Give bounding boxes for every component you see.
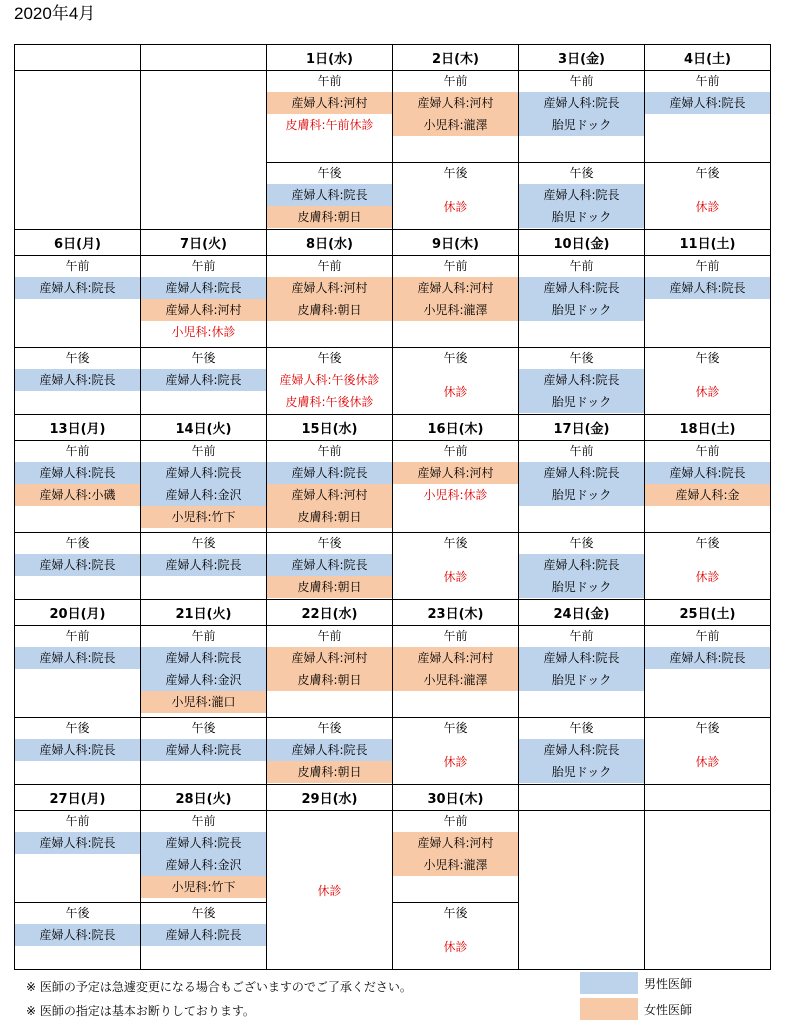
afternoon-section xyxy=(519,532,644,599)
afternoon-section xyxy=(393,347,518,414)
legend-label: 女性医師 xyxy=(644,1002,693,1017)
morning-label: 午前 xyxy=(443,74,468,88)
doctor-entry: 産婦人科:院長 xyxy=(645,277,770,299)
day-block xyxy=(519,256,644,414)
day-cell xyxy=(393,811,519,970)
date-header: 1日(水) xyxy=(267,45,393,71)
doctor-entry: 産婦人科:院長 xyxy=(15,554,140,576)
doctor-entry: 胎児ドック xyxy=(519,299,644,321)
afternoon-section xyxy=(267,532,392,599)
morning-section xyxy=(15,441,140,532)
morning-section xyxy=(393,71,518,162)
doctor-entry: 産婦人科:河村 xyxy=(141,299,266,321)
doctor-entry: 産婦人科:院長 xyxy=(141,739,266,761)
doctor-entry: 産婦人科:金沢 xyxy=(141,484,266,506)
schedule-row xyxy=(15,441,771,600)
day-block xyxy=(15,626,140,784)
afternoon-label: 午後 xyxy=(443,536,468,550)
afternoon-label: 午後 xyxy=(569,166,594,180)
day-block xyxy=(141,441,266,599)
doctor-entry: 産婦人科:院長 xyxy=(519,647,644,669)
morning-label: 午前 xyxy=(569,74,594,88)
doctor-entry: 産婦人科:院長 xyxy=(141,924,266,946)
schedule-row xyxy=(15,71,771,230)
day-cell xyxy=(645,71,771,230)
doctor-entry: 産婦人科:河村 xyxy=(393,647,518,669)
doctor-entry: 産婦人科:院長 xyxy=(15,277,140,299)
doctor-entry: 産婦人科:院長 xyxy=(267,462,392,484)
doctor-entry: 産婦人科:午後休診 xyxy=(279,373,380,387)
doctor-entry: 産婦人科:院長 xyxy=(15,739,140,761)
doctor-entry: 産婦人科:院長 xyxy=(519,554,644,576)
date-header: 14日(火) xyxy=(141,415,267,441)
date-header-row xyxy=(15,230,771,256)
doctor-entry: 産婦人科:院長 xyxy=(519,739,644,761)
day-block xyxy=(267,256,392,414)
afternoon-label: 午後 xyxy=(65,906,90,920)
day-cell xyxy=(267,626,393,785)
schedule-row xyxy=(15,256,771,415)
afternoon-section xyxy=(645,717,770,784)
day-cell xyxy=(267,71,393,230)
doctor-entry: 産婦人科:院長 xyxy=(267,554,392,576)
date-header xyxy=(519,785,645,811)
afternoon-label: 午後 xyxy=(317,536,342,550)
morning-section xyxy=(267,256,392,347)
doctor-entry: 産婦人科:院長 xyxy=(645,92,770,114)
doctor-entry: 産婦人科:院長 xyxy=(141,462,266,484)
day-cell xyxy=(267,811,393,970)
closed-label: 休診 xyxy=(695,755,720,769)
doctor-entry: 小児科:竹下 xyxy=(141,876,266,898)
morning-label: 午前 xyxy=(191,814,216,828)
afternoon-label: 午後 xyxy=(695,721,720,735)
afternoon-section xyxy=(15,532,140,599)
day-cell xyxy=(645,626,771,785)
doctor-entry: 産婦人科:院長 xyxy=(645,647,770,669)
day-block xyxy=(15,811,140,969)
morning-label: 午前 xyxy=(191,444,216,458)
doctor-entry: 産婦人科:河村 xyxy=(393,92,518,114)
morning-label: 午前 xyxy=(65,629,90,643)
date-header: 8日(水) xyxy=(267,230,393,256)
legend xyxy=(580,970,692,1022)
doctor-entry: 小児科:瀧澤 xyxy=(393,114,518,136)
afternoon-section xyxy=(141,902,266,969)
closed-label: 休診 xyxy=(695,385,720,399)
doctor-entry: 小児科:瀧澤 xyxy=(393,669,518,691)
morning-section xyxy=(141,811,266,902)
day-block xyxy=(519,441,644,599)
doctor-entry: 産婦人科:院長 xyxy=(519,184,644,206)
doctor-entry: 産婦人科:河村 xyxy=(393,277,518,299)
legend-label: 男性医師 xyxy=(644,976,693,991)
day-cell xyxy=(645,441,771,600)
legend-row-female xyxy=(580,996,692,1022)
schedule-row xyxy=(15,811,771,970)
day-cell xyxy=(519,811,645,970)
doctor-entry: 小児科:瀧口 xyxy=(141,691,266,713)
afternoon-label: 午後 xyxy=(191,906,216,920)
afternoon-section xyxy=(393,532,518,599)
doctor-entry: 胎児ドック xyxy=(519,114,644,136)
closed-label: 休診 xyxy=(443,385,468,399)
doctor-entry: 産婦人科:河村 xyxy=(393,462,518,484)
day-block xyxy=(645,441,770,599)
morning-label: 午前 xyxy=(695,444,720,458)
doctor-entry: 皮膚科:朝日 xyxy=(267,669,392,691)
doctor-entry: 胎児ドック xyxy=(519,391,644,413)
doctor-entry: 胎児ドック xyxy=(519,576,644,598)
afternoon-section xyxy=(15,347,140,414)
date-header: 4日(土) xyxy=(645,45,771,71)
date-header: 17日(金) xyxy=(519,415,645,441)
doctor-entry: 小児科:休診 xyxy=(171,325,236,339)
doctor-entry: 産婦人科:院長 xyxy=(15,462,140,484)
male-swatch xyxy=(580,972,638,994)
day-cell xyxy=(15,256,141,415)
doctor-entry: 小児科:竹下 xyxy=(141,506,266,528)
morning-section xyxy=(519,71,644,162)
day-block xyxy=(645,626,770,784)
doctor-entry: 産婦人科:河村 xyxy=(267,484,392,506)
day-block xyxy=(15,256,140,414)
day-cell xyxy=(141,71,267,230)
day-cell xyxy=(15,626,141,785)
doctor-entry: 産婦人科:院長 xyxy=(267,184,392,206)
day-block xyxy=(393,441,518,599)
morning-label: 午前 xyxy=(569,444,594,458)
date-header xyxy=(645,785,771,811)
afternoon-section xyxy=(519,347,644,414)
note-line: ※ 医師の予定は急遽変更になる場合もございますのでご了承ください。 xyxy=(26,980,412,994)
morning-label: 午前 xyxy=(191,259,216,273)
closed-label: 休診 xyxy=(695,200,720,214)
afternoon-label: 午後 xyxy=(569,351,594,365)
doctor-entry: 産婦人科:河村 xyxy=(267,647,392,669)
doctor-entry: 小児科:瀧澤 xyxy=(393,854,518,876)
doctor-entry: 皮膚科:朝日 xyxy=(267,299,392,321)
closed-label: 休診 xyxy=(317,883,342,898)
day-cell xyxy=(15,71,141,230)
day-cell xyxy=(393,626,519,785)
day-cell xyxy=(15,441,141,600)
afternoon-label: 午後 xyxy=(65,721,90,735)
afternoon-section xyxy=(519,717,644,784)
morning-label: 午前 xyxy=(317,444,342,458)
date-header: 30日(木) xyxy=(393,785,519,811)
day-block xyxy=(393,71,518,229)
doctor-entry: 胎児ドック xyxy=(519,206,644,228)
closed-label: 休診 xyxy=(443,570,468,584)
day-cell xyxy=(393,441,519,600)
afternoon-section xyxy=(645,347,770,414)
date-header: 2日(木) xyxy=(393,45,519,71)
day-cell xyxy=(519,256,645,415)
doctor-entry: 胎児ドック xyxy=(519,669,644,691)
page-title: 2020年4月 xyxy=(14,4,96,23)
afternoon-section xyxy=(519,162,644,229)
day-block xyxy=(267,441,392,599)
date-header: 23日(木) xyxy=(393,600,519,626)
afternoon-label: 午後 xyxy=(65,536,90,550)
day-block xyxy=(393,811,518,969)
afternoon-label: 午後 xyxy=(191,536,216,550)
morning-section xyxy=(519,626,644,717)
doctor-entry: 皮膚科:朝日 xyxy=(267,576,392,598)
doctor-entry: 産婦人科:金沢 xyxy=(141,669,266,691)
date-header: 9日(木) xyxy=(393,230,519,256)
afternoon-label: 午後 xyxy=(443,721,468,735)
morning-section xyxy=(267,626,392,717)
day-block xyxy=(267,71,392,229)
morning-section xyxy=(141,626,266,717)
legend-row-male xyxy=(580,970,692,996)
doctor-entry: 小児科:瀧澤 xyxy=(393,299,518,321)
morning-label: 午前 xyxy=(65,444,90,458)
afternoon-label: 午後 xyxy=(443,166,468,180)
morning-section xyxy=(141,256,266,347)
date-header: 21日(火) xyxy=(141,600,267,626)
morning-section xyxy=(15,811,140,902)
day-block xyxy=(645,71,770,229)
day-cell xyxy=(141,256,267,415)
day-block xyxy=(141,811,266,969)
afternoon-label: 午後 xyxy=(569,721,594,735)
morning-label: 午前 xyxy=(191,629,216,643)
day-block xyxy=(141,256,266,414)
day-cell xyxy=(645,256,771,415)
doctor-entry: 産婦人科:院長 xyxy=(267,739,392,761)
day-block xyxy=(645,256,770,414)
date-header-row xyxy=(15,785,771,811)
doctor-entry: 産婦人科:院長 xyxy=(141,554,266,576)
morning-label: 午前 xyxy=(317,629,342,643)
afternoon-section xyxy=(141,717,266,784)
morning-section xyxy=(645,256,770,347)
doctor-entry: 産婦人科:院長 xyxy=(15,647,140,669)
morning-label: 午前 xyxy=(65,814,90,828)
afternoon-section xyxy=(267,162,392,229)
morning-section xyxy=(15,256,140,347)
closed-label: 休診 xyxy=(443,200,468,214)
day-cell xyxy=(141,811,267,970)
morning-label: 午前 xyxy=(65,259,90,273)
date-header: 28日(火) xyxy=(141,785,267,811)
notes xyxy=(26,975,412,1023)
day-cell xyxy=(15,811,141,970)
day-cell xyxy=(141,441,267,600)
day-block xyxy=(393,256,518,414)
morning-section xyxy=(393,256,518,347)
morning-label: 午前 xyxy=(317,259,342,273)
morning-label: 午前 xyxy=(443,814,468,828)
female-swatch xyxy=(580,998,638,1020)
doctor-entry: 産婦人科:院長 xyxy=(141,832,266,854)
doctor-entry: 産婦人科:河村 xyxy=(267,92,392,114)
afternoon-section xyxy=(15,717,140,784)
doctor-entry: 皮膚科:朝日 xyxy=(267,206,392,228)
doctor-entry: 胎児ドック xyxy=(519,761,644,783)
morning-label: 午前 xyxy=(317,74,342,88)
doctor-entry: 産婦人科:院長 xyxy=(141,277,266,299)
afternoon-section xyxy=(267,717,392,784)
doctor-entry: 皮膚科:朝日 xyxy=(267,761,392,783)
afternoon-section xyxy=(141,532,266,599)
doctor-entry: 胎児ドック xyxy=(519,484,644,506)
doctor-entry: 産婦人科:院長 xyxy=(519,92,644,114)
date-header: 7日(火) xyxy=(141,230,267,256)
day-block xyxy=(267,811,392,969)
afternoon-section xyxy=(393,162,518,229)
date-header: 16日(木) xyxy=(393,415,519,441)
doctor-entry: 産婦人科:院長 xyxy=(645,462,770,484)
doctor-entry: 産婦人科:金 xyxy=(645,484,770,506)
doctor-entry: 産婦人科:院長 xyxy=(15,924,140,946)
closed-label: 休診 xyxy=(443,940,468,954)
morning-section xyxy=(519,256,644,347)
date-header-row xyxy=(15,600,771,626)
morning-section xyxy=(15,626,140,717)
closed-label: 休診 xyxy=(695,570,720,584)
afternoon-section xyxy=(645,162,770,229)
day-cell xyxy=(267,256,393,415)
morning-section xyxy=(393,811,518,902)
doctor-entry: 産婦人科:院長 xyxy=(15,369,140,391)
day-cell xyxy=(393,256,519,415)
morning-section xyxy=(393,626,518,717)
afternoon-label: 午後 xyxy=(317,721,342,735)
date-header: 22日(水) xyxy=(267,600,393,626)
schedule-calendar xyxy=(14,44,771,970)
doctor-entry: 産婦人科:院長 xyxy=(519,369,644,391)
doctor-entry: 産婦人科:院長 xyxy=(519,462,644,484)
doctor-entry: 産婦人科:院長 xyxy=(141,647,266,669)
morning-label: 午前 xyxy=(695,259,720,273)
day-block xyxy=(15,441,140,599)
doctor-entry: 皮膚科:午後休診 xyxy=(285,395,374,409)
day-block xyxy=(141,626,266,784)
doctor-entry: 皮膚科:午前休診 xyxy=(285,118,374,132)
morning-section xyxy=(645,441,770,532)
morning-section xyxy=(645,626,770,717)
date-header: 10日(金) xyxy=(519,230,645,256)
doctor-entry: 産婦人科:小磯 xyxy=(15,484,140,506)
afternoon-label: 午後 xyxy=(317,351,342,365)
morning-section xyxy=(141,441,266,532)
date-header xyxy=(141,45,267,71)
date-header: 11日(土) xyxy=(645,230,771,256)
morning-label: 午前 xyxy=(569,629,594,643)
morning-section xyxy=(393,441,518,532)
afternoon-section xyxy=(15,902,140,969)
date-header-row xyxy=(15,415,771,441)
afternoon-label: 午後 xyxy=(443,906,468,920)
afternoon-section xyxy=(141,347,266,414)
doctor-entry: 産婦人科:院長 xyxy=(519,277,644,299)
date-header: 13日(月) xyxy=(15,415,141,441)
afternoon-section xyxy=(267,347,392,414)
afternoon-label: 午後 xyxy=(317,166,342,180)
doctor-entry: 産婦人科:院長 xyxy=(15,832,140,854)
morning-label: 午前 xyxy=(695,74,720,88)
date-header: 25日(土) xyxy=(645,600,771,626)
afternoon-label: 午後 xyxy=(695,351,720,365)
date-header: 3日(金) xyxy=(519,45,645,71)
day-block xyxy=(267,626,392,784)
doctor-entry: 産婦人科:金沢 xyxy=(141,854,266,876)
morning-section xyxy=(519,441,644,532)
doctor-entry: 小児科:休診 xyxy=(423,488,488,502)
morning-label: 午前 xyxy=(443,629,468,643)
date-header: 20日(月) xyxy=(15,600,141,626)
afternoon-label: 午後 xyxy=(695,166,720,180)
day-block xyxy=(519,626,644,784)
morning-label: 午前 xyxy=(443,444,468,458)
afternoon-section xyxy=(645,532,770,599)
doctor-entry: 産婦人科:河村 xyxy=(393,832,518,854)
day-cell xyxy=(141,626,267,785)
day-cell xyxy=(519,71,645,230)
afternoon-label: 午後 xyxy=(65,351,90,365)
date-header: 15日(水) xyxy=(267,415,393,441)
day-cell xyxy=(267,441,393,600)
afternoon-label: 午後 xyxy=(569,536,594,550)
day-cell xyxy=(519,626,645,785)
day-cell xyxy=(393,71,519,230)
afternoon-label: 午後 xyxy=(191,721,216,735)
date-header: 6日(月) xyxy=(15,230,141,256)
afternoon-label: 午後 xyxy=(695,536,720,550)
date-header-row xyxy=(15,45,771,71)
doctor-entry: 産婦人科:河村 xyxy=(267,277,392,299)
morning-label: 午前 xyxy=(569,259,594,273)
morning-section xyxy=(267,441,392,532)
afternoon-label: 午後 xyxy=(191,351,216,365)
morning-label: 午前 xyxy=(443,259,468,273)
note-line: ※ 医師の指定は基本お断りしております。 xyxy=(26,1004,255,1018)
afternoon-section xyxy=(393,717,518,784)
morning-section xyxy=(267,71,392,162)
date-header: 29日(水) xyxy=(267,785,393,811)
day-block xyxy=(393,626,518,784)
closed-label: 休診 xyxy=(443,755,468,769)
date-header: 27日(月) xyxy=(15,785,141,811)
doctor-entry: 皮膚科:朝日 xyxy=(267,506,392,528)
morning-section xyxy=(645,71,770,162)
date-header: 24日(金) xyxy=(519,600,645,626)
morning-label: 午前 xyxy=(695,629,720,643)
doctor-entry: 産婦人科:院長 xyxy=(141,369,266,391)
day-cell xyxy=(645,811,771,970)
day-block xyxy=(519,71,644,229)
afternoon-label: 午後 xyxy=(443,351,468,365)
date-header xyxy=(15,45,141,71)
date-header: 18日(土) xyxy=(645,415,771,441)
afternoon-section xyxy=(393,902,518,969)
schedule-row xyxy=(15,626,771,785)
day-cell xyxy=(519,441,645,600)
